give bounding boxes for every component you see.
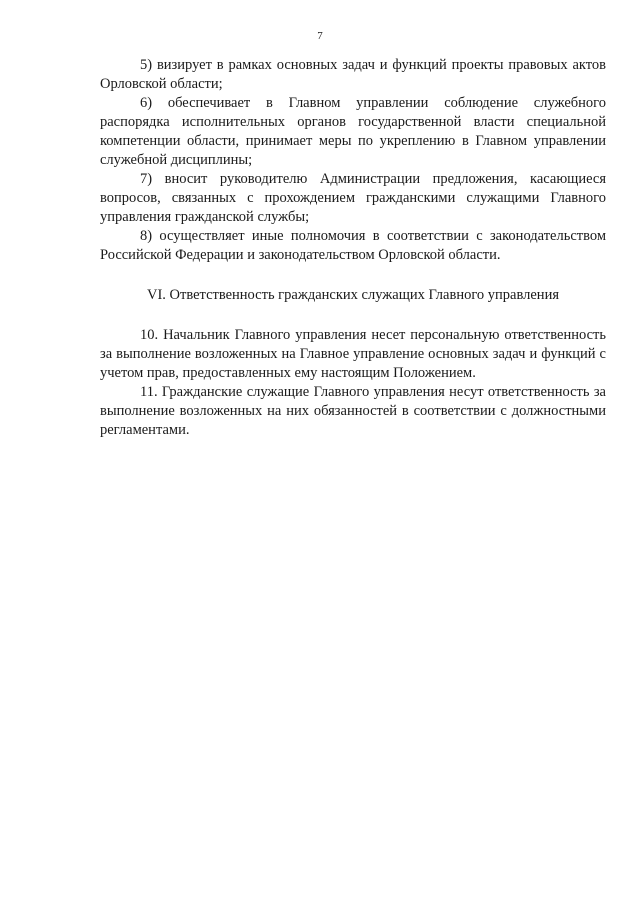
paragraph-item-7: 7) вносит руководителю Администрации предложения, касающиеся вопросов, связанных с прохождением гражданскими служащими Главного управления гражданской службы; <box>100 171 606 225</box>
section-heading: VI. Ответственность гражданских служащих Главного управления <box>147 287 559 303</box>
paragraph-item-5: 5) визирует в рамках основных задач и функций проекты правовых актов Орловской области; <box>100 57 606 92</box>
paragraph-item-6: 6) обеспечивает в Главном управлении соблюдение служебного распорядка исполнительных органов государственной власти специальной компетенции области, принимает меры по укреплению в Главном управлении служебной дисциплины; <box>100 95 606 168</box>
document-body <box>100 56 606 440</box>
page-number: 7 <box>317 30 323 42</box>
paragraph-clause-10: 10. Начальник Главного управления несет персональную ответственность за выполнение возложенных на Главное управление основных задач и функций с учетом прав, предоставленных ему настоящим Положением. <box>100 327 606 381</box>
paragraph-clause-11: 11. Гражданские служащие Главного управления несут ответственность за выполнение возложенных на них обязанностей в соответствии с должностными регламентами. <box>100 384 606 438</box>
paragraph-item-8: 8) осуществляет иные полномочия в соответствии с законодательством Российской Федерации и законодательством Орловской области. <box>100 228 606 263</box>
